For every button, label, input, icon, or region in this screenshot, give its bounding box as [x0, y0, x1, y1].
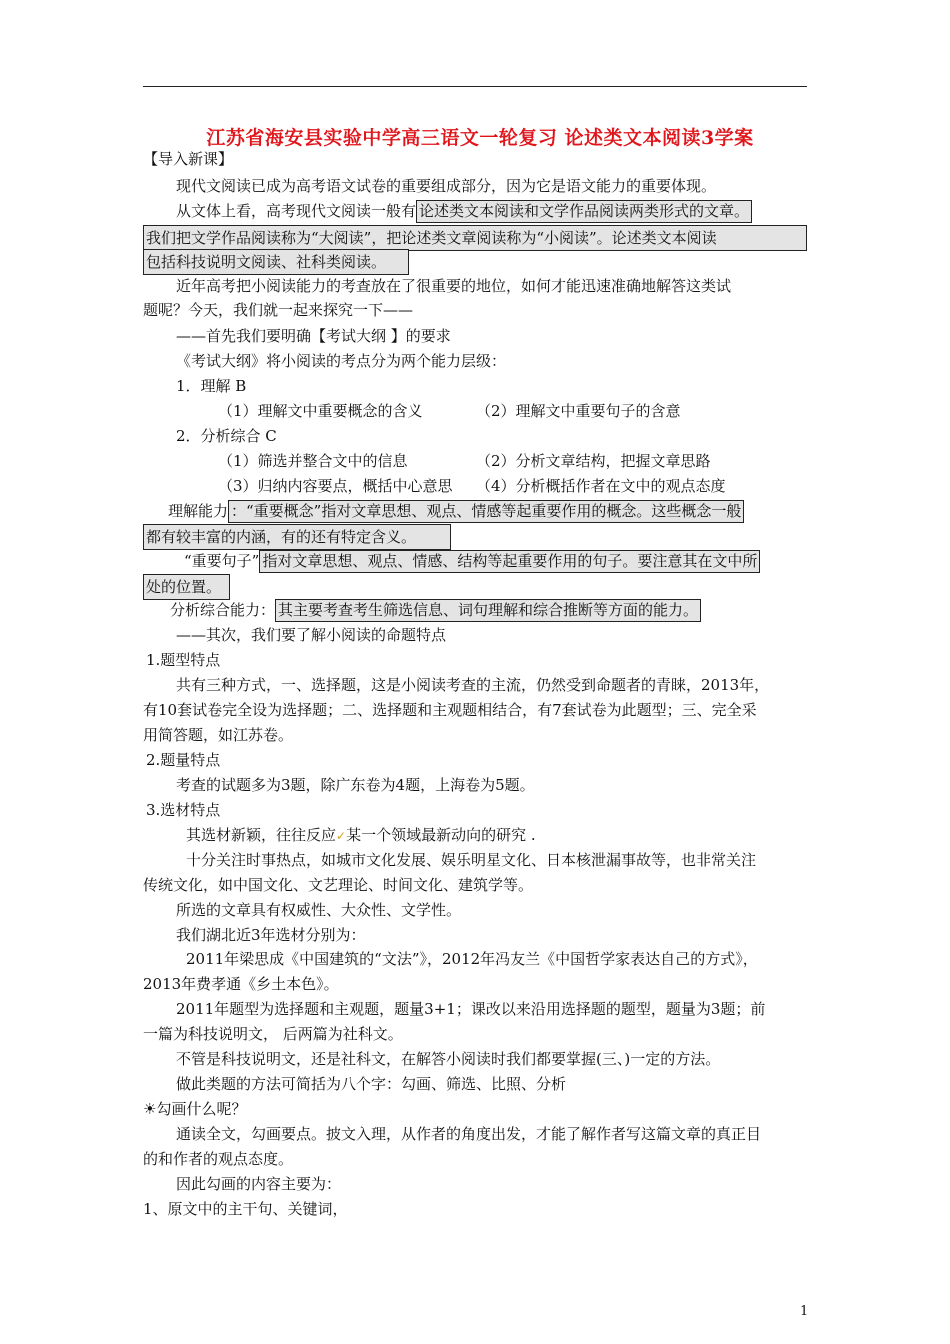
paragraph-text: 从文体上看，高考现代文阅读一般有: [176, 202, 417, 220]
paragraph: 十分关注时事热点，如城市文化发展、娱乐明星文化、日本核泄漏事故等，也非常关注: [186, 851, 757, 869]
paragraph: 2011年梁思成《中国建筑的“文法”》，2012年冯友兰《中国哲学家表达自己的方式》，: [186, 950, 758, 968]
paragraph-lead: [184, 549, 760, 573]
paragraph: 做此类题的方法可简括为八个字：勾画、筛选、比照、分析: [176, 1075, 567, 1093]
list-item: （3）归纳内容要点，概括中心意思: [218, 477, 453, 495]
page-number: 1: [800, 1304, 809, 1319]
paragraph: 共有三种方式，一、选择题，这是小阅读考查的主流，仍然受到命题者的青睐，2013年，: [176, 676, 770, 694]
paragraph: 所选的文章具有权威性、大众性、文学性。: [176, 901, 462, 919]
paragraph: 传统文化，如中国文化、文艺理论、时间文化、建筑学等。: [143, 876, 534, 894]
paragraph: 一篇为科技说明文， 后两篇为社科文。: [143, 1025, 403, 1043]
paragraph: 考查的试题多为3题，除广东卷为4题，上海卷为5题。: [176, 776, 535, 794]
paragraph: 用简答题，如江苏卷。: [143, 726, 294, 744]
paragraph: 不管是科技说明文，还是社科文，在解答小阅读时我们都要掌握(三、)一定的方法。: [176, 1050, 721, 1068]
paragraph: ——首先我们要明确【考试大纲 】的要求: [176, 327, 451, 345]
paragraph: 因此勾画的内容主要为：: [176, 1175, 342, 1193]
level-heading: 2．分析综合 C: [176, 427, 277, 445]
list-item: （4）分析概括作者在文中的观点态度: [476, 477, 726, 495]
paragraph: 1、原文中的主干句、关键词，: [143, 1200, 348, 1218]
paragraph-lead: [168, 499, 744, 523]
paragraph: 《考试大纲》将小阅读的考点分为两个能力层级：: [176, 352, 507, 370]
highlighted-text: 论述类文本阅读和文学作品阅读两类形式的文章。: [416, 200, 752, 223]
paragraph: 现代文阅读已成为高考语文试卷的重要组成部分，因为它是语文能力的重要体现。: [176, 177, 717, 195]
section-heading: 【导入新课】: [143, 150, 234, 168]
section-heading: ☀勾画什么呢？: [143, 1100, 247, 1118]
paragraph-lead: [176, 199, 752, 223]
paragraph: ——其次，我们要了解小阅读的命题特点: [176, 626, 447, 644]
paragraph-text: “重要句子”: [184, 552, 260, 570]
list-item: （2）理解文中重要句子的含意: [476, 402, 681, 420]
paragraph-lead: [170, 598, 701, 622]
highlighted-text: 我们把文学作品阅读称为“大阅读”，把论述类文章阅读称为“小阅读”。论述类文本阅读: [143, 225, 807, 251]
cursor-mark-icon: ✓: [336, 829, 347, 843]
list-item: （2）分析文章结构，把握文章思路: [476, 452, 711, 470]
highlighted-text: 包括科技说明文阅读、社科类阅读。: [143, 249, 409, 275]
paragraph: 通读全文，勾画要点。披文入理，从作者的角度出发，才能了解作者写这篇文章的真正目: [176, 1125, 762, 1143]
paragraph: 2011年题型为选择题和主观题，题量3+1；课改以来沿用选择题的题型，题量为3题；前: [176, 1000, 766, 1018]
highlighted-text: ：“重要概念”指对文章思想、观点、情感等起重要作用的概念。这些概念一般: [228, 500, 744, 523]
level-heading: 1．理解 B: [176, 377, 247, 395]
paragraph: 2013年费孝通《乡土本色》。: [143, 975, 339, 993]
list-item: （1）筛选并整合文中的信息: [218, 452, 408, 470]
paragraph-lead: [186, 823, 536, 847]
highlighted-text: 其主要考查考生筛选信息、词句理解和综合推断等方面的能力。: [275, 599, 701, 622]
paragraph: 我们湖北近3年选材分别为：: [176, 926, 366, 944]
paragraph-text: 理解能力: [168, 502, 229, 520]
paragraph: 题呢？今天，我们就一起来探究一下——: [143, 301, 414, 319]
paragraph: 有10套试卷完全设为选择题；二、选择题和主观题相结合，有7套试卷为此题型；三、完全采: [143, 701, 757, 719]
paragraph-text: 某一个领域最新动向的研究 .: [346, 826, 536, 844]
page-title: 江苏省海安县实验中学高三语文一轮复习 论述类文本阅读3学案: [206, 127, 754, 149]
highlighted-text: 都有较丰富的内涵，有的还有特定含义。: [143, 524, 451, 550]
highlighted-text: 指对文章思想、观点、情感、结构等起重要作用的句子。要注意其在文中所: [259, 550, 760, 573]
paragraph-text: 分析综合能力：: [170, 601, 276, 619]
header-rule: [143, 86, 807, 87]
section-heading: 3.选材特点: [146, 801, 221, 819]
highlighted-text: 处的位置。: [143, 574, 230, 600]
section-heading: 1.题型特点: [146, 651, 221, 669]
paragraph-text: 其选材新颖，往往反应: [186, 826, 337, 844]
paragraph: 近年高考把小阅读能力的考查放在了很重要的地位，如何才能迅速准确地解答这类试: [176, 277, 732, 295]
list-item: （1）理解文中重要概念的含义: [218, 402, 423, 420]
paragraph: 的和作者的观点态度。: [143, 1150, 294, 1168]
section-heading: 2.题量特点: [146, 751, 221, 769]
